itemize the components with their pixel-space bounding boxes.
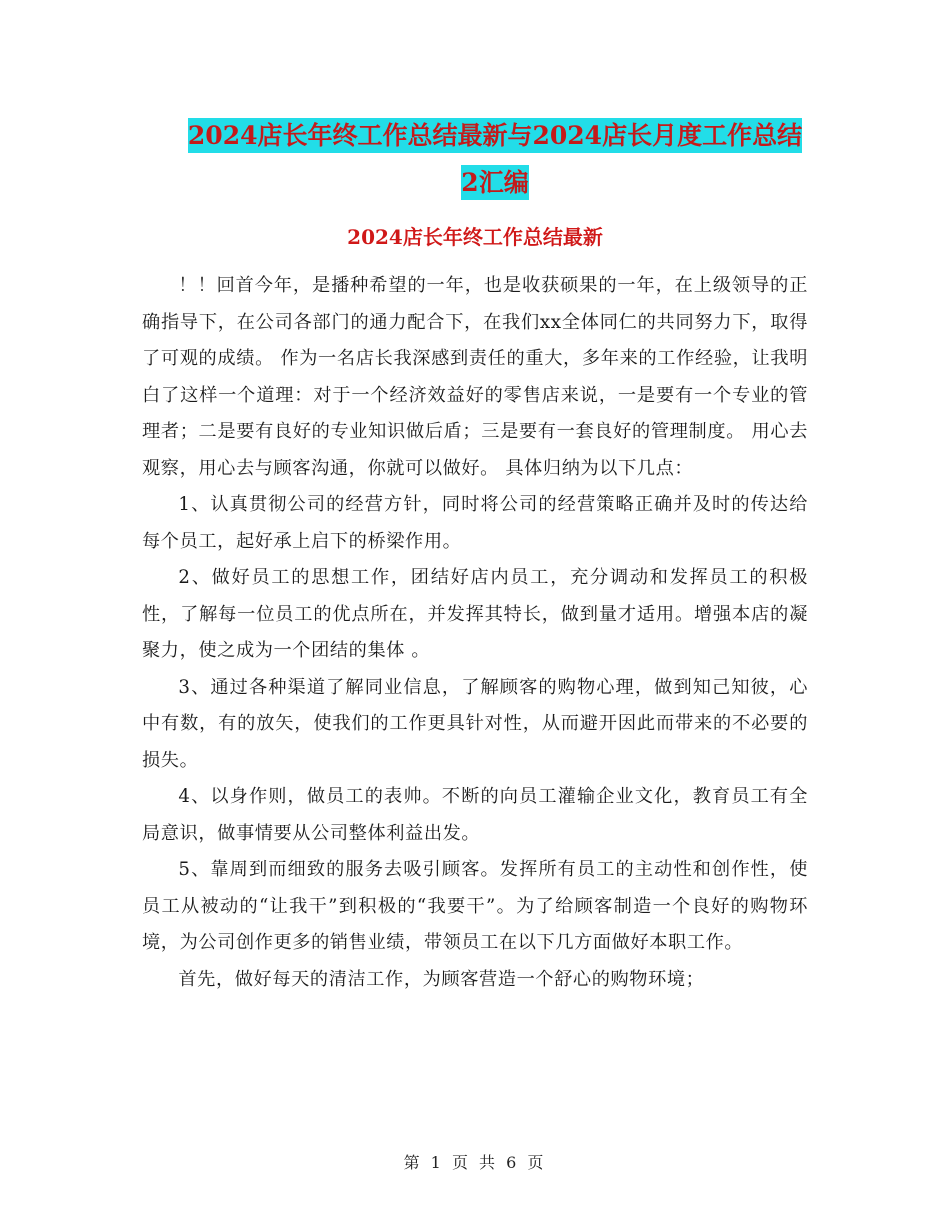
document-body: [142, 268, 808, 998]
document-title-line-1: 2024店长年终工作总结最新与2024店长月度工作总结: [188, 118, 802, 153]
paragraph-first: 首先，做好每天的清洁工作，为顾客营造一个舒心的购物环境；: [178, 968, 705, 990]
section-title: 2024店长年终工作总结最新: [347, 225, 603, 249]
paragraph-item-3: 3、通过各种渠道了解同业信息，了解顾客的购物心理，做到知己知彼，心中有数，有的放矢，使我们的工作更具针对性，从而避开因此而带来的不必要的损失。: [142, 676, 808, 771]
document-title: [140, 112, 850, 206]
paragraph-item-2: 2、做好员工的思想工作，团结好店内员工，充分调动和发挥员工的积极性，了解每一位员工的优点所在，并发挥其特长，做到量才适用。增强本店的凝聚力，使之成为一个团结的集体 。: [142, 567, 808, 661]
paragraph-item-4: 4、以身作则，做员工的表帅。不断的向员工灌输企业文化，教育员工有全局意识，做事情要从公司整体利益出发。: [142, 786, 808, 844]
paragraph-item-5: 5、靠周到而细致的服务去吸引顾客。发挥所有员工的主动性和创作性，使员工从被动的“让我干”到积极的“我要干”。为了给顾客制造一个良好的购物环境，为公司创作更多的销售业绩，带领员工在以下几方面做好本职工作。: [142, 859, 808, 953]
paragraph-intro: ！！回首今年，是播种希望的一年，也是收获硕果的一年，在上级领导的正确指导下，在公司各部门的通力配合下，在我们xx全体同仁的共同努力下，取得了可观的成绩。 作为一名店长我深感到责任的重大，多年来的工作经验，让我明白了这样一个道理：对于一个经济效益好的零售店来说，一是要有一个专业的管理者；二是要有良好的专业知识做后盾；三是要有一套良好的管理制度。 用心去观察，用心去与顾客沟通，你就可以做好。 具体归纳为以下几点：: [142, 275, 808, 479]
paragraph-item-1: 1、认真贯彻公司的经营方针，同时将公司的经营策略正确并及时的传达给每个员工，起好承上启下的桥梁作用。: [142, 494, 808, 552]
page-footer: 第 1 页 共 6 页: [403, 1153, 547, 1172]
document-title-line-2: 2汇编: [461, 165, 528, 200]
